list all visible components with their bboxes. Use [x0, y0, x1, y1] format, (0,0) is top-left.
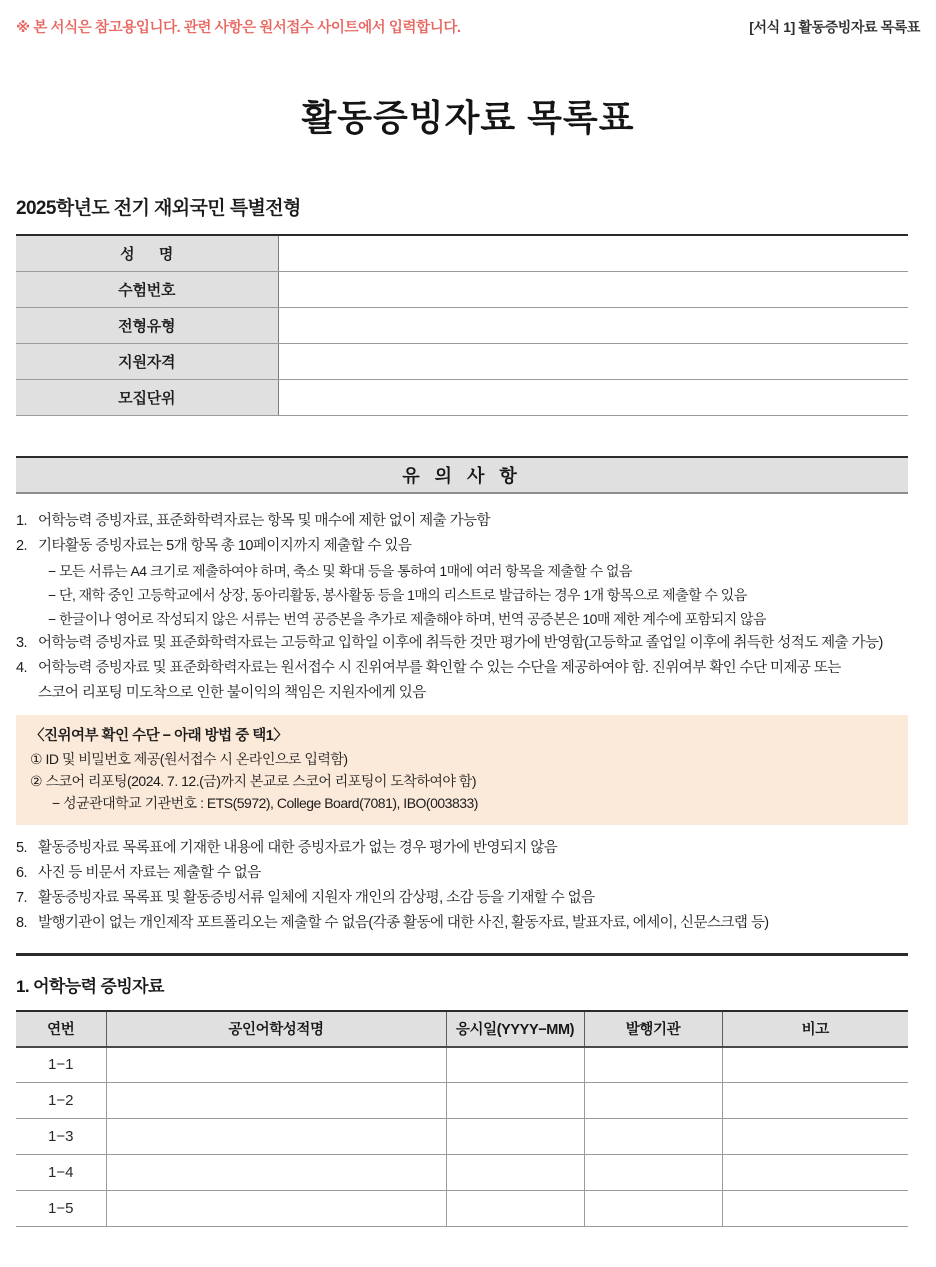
- info-value-name[interactable]: [278, 235, 908, 271]
- page-title: 활동증빙자료 목록표: [301, 97, 635, 138]
- cell-issuer[interactable]: [584, 1119, 722, 1155]
- list-item: [16, 632, 908, 655]
- table-header-row: [16, 1011, 908, 1047]
- notice-number: 5.: [16, 839, 27, 856]
- notice-text: 어학능력 증빙자료 및 표준화학력자료는 고등학교 입학일 이후에 취득한 것만 평가에 반영함(고등학교 졸업일 이후에 취득한 성적도 제출 가능): [38, 634, 883, 651]
- list-item-sub: − 모든 서류는 A4 크기로 제출하여야 하며, 축소 및 확대 등을 통하여 1매에 여러 항목을 제출할 수 없음: [48, 562, 633, 579]
- highlight-box-option-1: ① ID 및 비밀번호 제공(원서접수 시 온라인으로 입력함): [30, 750, 348, 767]
- notice-section-header: 유 의 사 항: [16, 456, 908, 494]
- highlight-box-title: 〈진위여부 확인 수단 − 아래 방법 중 택1〉: [30, 727, 288, 744]
- notice-number: 8.: [16, 914, 27, 931]
- cell-issuer[interactable]: [584, 1191, 722, 1227]
- cell-remarks[interactable]: [722, 1047, 908, 1083]
- table-row: [16, 1191, 908, 1227]
- cell-test-date[interactable]: [446, 1047, 584, 1083]
- info-value-qualification[interactable]: [278, 343, 908, 379]
- table-row: [16, 235, 908, 271]
- row-index: 1−2: [16, 1083, 106, 1119]
- list-item: [16, 510, 908, 533]
- cell-remarks[interactable]: [722, 1083, 908, 1119]
- table-row: [16, 1047, 908, 1083]
- info-label-qualification: 지원자격: [16, 343, 278, 379]
- info-label-name: [16, 235, 278, 271]
- row-index: 1−1: [16, 1047, 106, 1083]
- cell-issuer[interactable]: [584, 1083, 722, 1119]
- notice-text: 기타활동 증빙자료는 5개 항목 총 10페이지까지 제출할 수 있음: [38, 537, 412, 554]
- info-label-name-text: 성 명: [120, 245, 184, 263]
- applicant-info-body: [16, 235, 908, 415]
- cell-test-date[interactable]: [446, 1191, 584, 1227]
- reference-note: ※ 본 서식은 참고용입니다. 관련 사항은 원서접수 사이트에서 입력합니다.: [16, 20, 461, 36]
- info-value-admission-type[interactable]: [278, 307, 908, 343]
- cell-test-name[interactable]: [106, 1155, 446, 1191]
- highlight-box-inner: [16, 715, 908, 825]
- highlight-box-option-2: ② 스코어 리포팅(2024. 7. 12.(금)까지 본교로 스코어 리포팅이 도착하여야 함): [30, 772, 476, 789]
- info-label-admission-type: 전형유형: [16, 307, 278, 343]
- list-item: [16, 535, 908, 558]
- info-value-department[interactable]: [278, 379, 908, 415]
- row-index: 1−5: [16, 1191, 106, 1227]
- list-item: [16, 912, 908, 935]
- table-row: [16, 307, 908, 343]
- cell-issuer[interactable]: [584, 1155, 722, 1191]
- list-item: [16, 862, 908, 885]
- language-proficiency-table: [16, 1010, 908, 1228]
- column-header-remarks: 비고: [722, 1011, 908, 1047]
- language-table-head: [16, 1011, 908, 1047]
- notice-number: 7.: [16, 889, 27, 906]
- list-item: [16, 887, 908, 910]
- cell-test-name[interactable]: [106, 1119, 446, 1155]
- applicant-info-table: [16, 234, 908, 416]
- notice-text: 활동증빙자료 목록표 및 활동증빙서류 일체에 지원자 개인의 감상평, 소감 등을 기재할 수 없음: [38, 889, 595, 906]
- info-label-department: 모집단위: [16, 379, 278, 415]
- row-index: 1−4: [16, 1155, 106, 1191]
- cell-remarks[interactable]: [722, 1191, 908, 1227]
- table-row: [16, 1119, 908, 1155]
- column-header-test-name: 공인어학성적명: [106, 1011, 446, 1047]
- notice-list: [16, 494, 908, 935]
- table-row: [16, 1083, 908, 1119]
- language-table-body: [16, 1047, 908, 1227]
- list-item: [16, 657, 908, 680]
- column-header-index: 연번: [16, 1011, 106, 1047]
- form-id-label: [서식 1] 활동증빙자료 목록표: [749, 19, 920, 35]
- table-row: [16, 379, 908, 415]
- cell-test-date[interactable]: [446, 1119, 584, 1155]
- notice-text: 발행기관이 없는 개인제작 포트폴리오는 제출할 수 없음(각종 활동에 대한 사진, 활동자료, 발표자료, 에세이, 신문스크랩 등): [38, 914, 769, 931]
- table-row: [16, 1155, 908, 1191]
- column-header-issuer: 발행기관: [584, 1011, 722, 1047]
- cell-test-name[interactable]: [106, 1191, 446, 1227]
- info-value-exam-number[interactable]: [278, 271, 908, 307]
- cell-remarks[interactable]: [722, 1155, 908, 1191]
- cell-remarks[interactable]: [722, 1119, 908, 1155]
- cell-test-name[interactable]: [106, 1083, 446, 1119]
- info-label-exam-number: 수험번호: [16, 271, 278, 307]
- notice-number: 1.: [16, 512, 27, 529]
- notice-text-continuation: 스코어 리포팅 미도착으로 인한 불이익의 책임은 지원자에게 있음: [38, 684, 426, 701]
- cell-test-date[interactable]: [446, 1083, 584, 1119]
- column-header-test-date: 응시일(YYYY−MM): [446, 1011, 584, 1047]
- table-row: [16, 271, 908, 307]
- list-item-sub: − 한글이나 영어로 작성되지 않은 서류는 번역 공증본을 추가로 제출해야 하며, 번역 공증본은 10매 제한 계수에 포함되지 않음: [48, 610, 766, 627]
- cell-issuer[interactable]: [584, 1047, 722, 1083]
- cell-test-name[interactable]: [106, 1047, 446, 1083]
- admission-subtitle: 2025학년도 전기 재외국민 특별전형: [16, 198, 301, 219]
- row-index: 1−3: [16, 1119, 106, 1155]
- list-item: [16, 837, 908, 860]
- verification-highlight-box: [16, 715, 908, 825]
- notice-text: 어학능력 증빙자료, 표준화학력자료는 항목 및 매수에 제한 없이 제출 가능함: [38, 512, 490, 529]
- notice-number: 4.: [16, 659, 27, 676]
- notice-text: 사진 등 비문서 자료는 제출할 수 없음: [38, 864, 261, 881]
- notice-number: 6.: [16, 864, 27, 881]
- table-row: [16, 343, 908, 379]
- notice-text: 활동증빙자료 목록표에 기재한 내용에 대한 증빙자료가 없는 경우 평가에 반영되지 않음: [38, 839, 558, 856]
- cell-test-date[interactable]: [446, 1155, 584, 1191]
- list-item-sub: − 단, 재학 중인 고등학교에서 상장, 동아리활동, 봉사활동 등을 1매의 리스트로 발급하는 경우 1개 항목으로 제출할 수 있음: [48, 586, 747, 603]
- highlight-box-institution-codes: − 성균관대학교 기관번호 : ETS(5972), College Board(7081), IBO(003833): [52, 794, 478, 811]
- page-header: [16, 0, 920, 34]
- section-1-heading: 1. 어학능력 증빙자료: [16, 976, 164, 996]
- notice-number: 2.: [16, 537, 27, 554]
- notice-number: 3.: [16, 634, 27, 651]
- notice-text: 어학능력 증빙자료 및 표준화학력자료는 원서접수 시 진위여부를 확인할 수 있는 수단을 제공하여야 함. 진위여부 확인 수단 미제공 또는: [38, 659, 841, 676]
